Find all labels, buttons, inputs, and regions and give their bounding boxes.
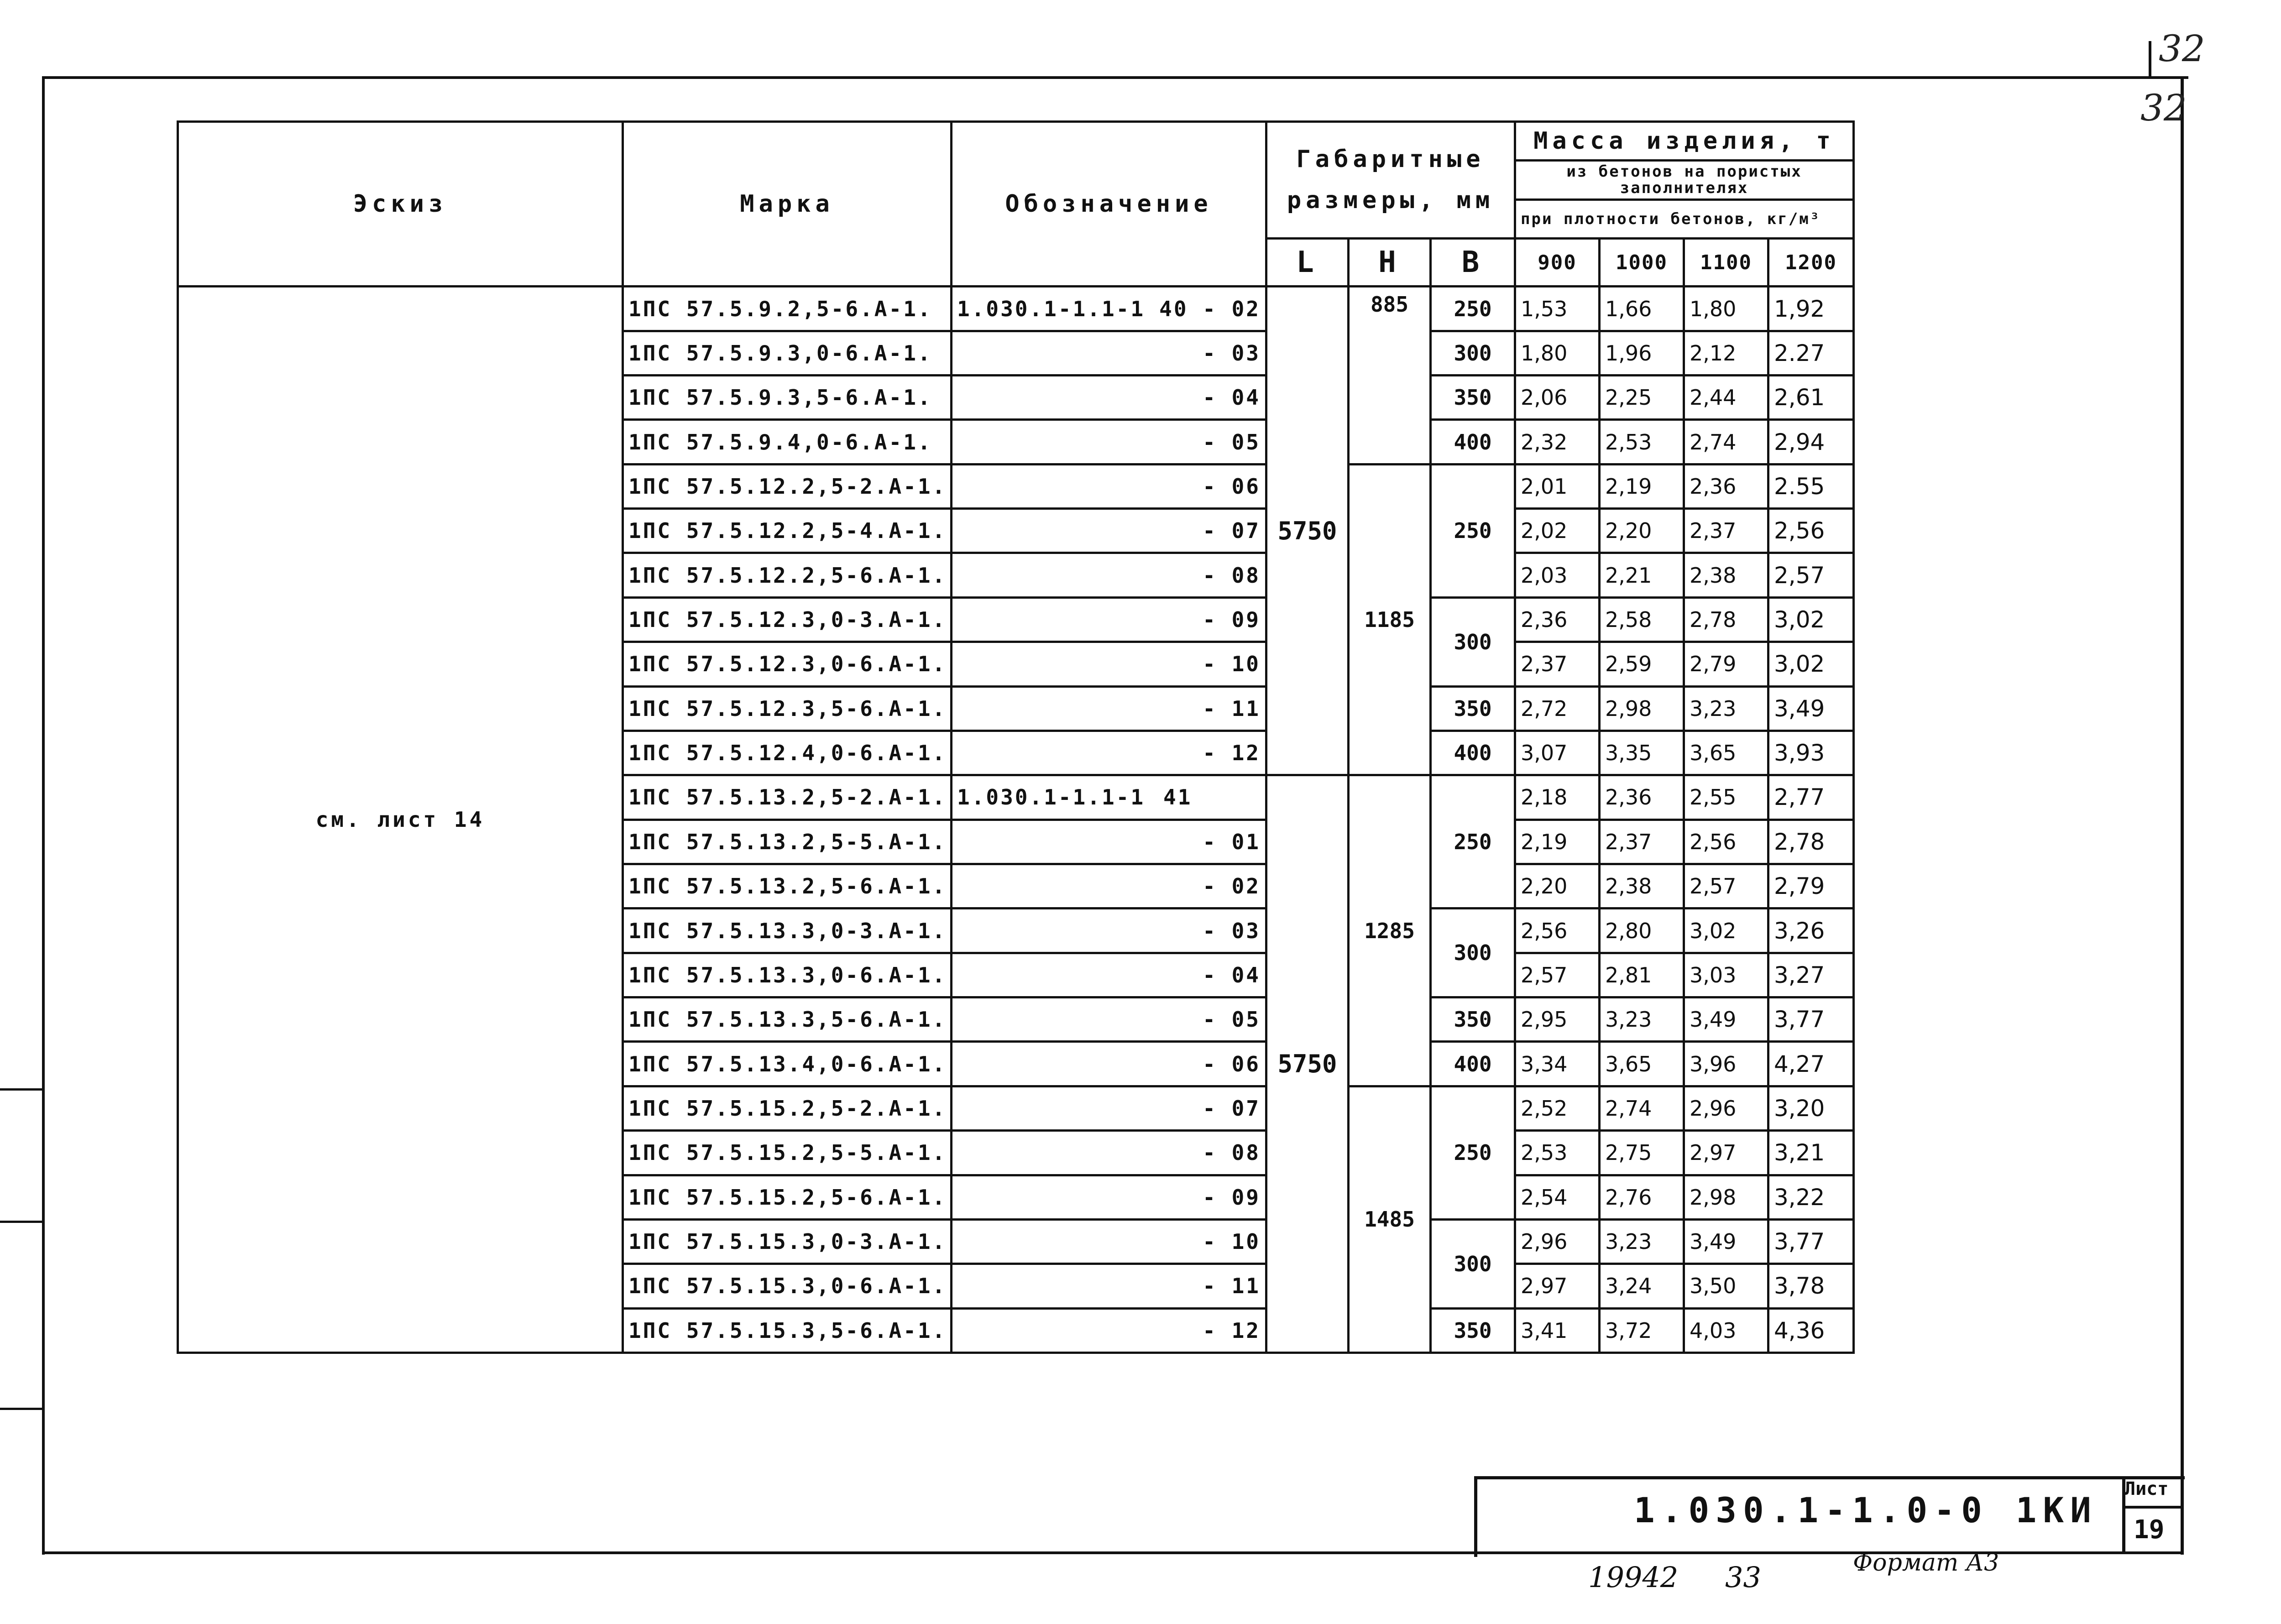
mass-1200-cell: 3,21	[1768, 1131, 1854, 1175]
mass-1100-cell: 2,56	[1684, 820, 1768, 864]
mass-1100-cell: 3,50	[1684, 1264, 1768, 1308]
mass-1000-cell: 3,65	[1600, 1042, 1684, 1086]
mass-900-cell: 2,95	[1515, 997, 1600, 1042]
marka-cell: 1ПС 57.5.12.2,5-4.А-1.	[623, 509, 952, 553]
mass-1100-cell: 2,12	[1684, 331, 1768, 375]
oboznachenie-suffix: - 02	[1203, 874, 1261, 899]
eskiz-reference: см. лист 14	[178, 287, 623, 1353]
oboznachenie-suffix: - 11	[1203, 1274, 1261, 1299]
header-massa: Масса изделия, т	[1515, 122, 1854, 161]
mass-900-cell: 2,03	[1515, 553, 1600, 597]
oboznachenie-suffix: - 03	[1203, 918, 1261, 943]
header-density-1100: 1100	[1684, 238, 1768, 286]
oboznachenie-suffix: - 07	[1203, 1096, 1261, 1121]
oboznachenie-suffix: - 09	[1203, 607, 1261, 632]
mass-1000-cell: 2,37	[1600, 820, 1684, 864]
oboznachenie-suffix: 41	[1163, 785, 1193, 810]
frame-left-line	[42, 76, 45, 1555]
mass-1000-cell: 1,96	[1600, 331, 1684, 375]
mass-1100-cell: 3,02	[1684, 909, 1768, 953]
mass-1000-cell: 2,80	[1600, 909, 1684, 953]
inventory-number: 19942	[1588, 1561, 1679, 1594]
mass-1000-cell: 2,75	[1600, 1131, 1684, 1175]
marka-cell: 1ПС 57.5.15.3,5-6.А-1.	[623, 1308, 952, 1352]
oboznachenie-suffix: - 07	[1203, 518, 1261, 543]
oboznachenie-cell	[952, 997, 1266, 1042]
oboznachenie-suffix: - 05	[1203, 1007, 1261, 1032]
oboznachenie-base: 1.030.1-1.1-1	[957, 296, 1146, 321]
height-H-cell: 1285	[1349, 775, 1431, 1086]
mass-1100-cell: 2,36	[1684, 464, 1768, 508]
header-marka: Марка	[623, 122, 952, 287]
mass-1000-cell: 2,74	[1600, 1086, 1684, 1130]
mass-1200-cell: 3,27	[1768, 953, 1854, 997]
mass-900-cell: 3,34	[1515, 1042, 1600, 1086]
mass-1100-cell: 1,80	[1684, 287, 1768, 331]
oboznachenie-cell	[952, 1131, 1266, 1175]
oboznachenie-cell	[952, 953, 1266, 997]
oboznachenie-cell	[952, 1175, 1266, 1219]
frame-top-line	[43, 76, 2188, 79]
mass-1000-cell: 1,66	[1600, 287, 1684, 331]
frame-corner-mark	[2149, 41, 2151, 78]
mass-1100-cell: 3,23	[1684, 686, 1768, 731]
mass-1200-cell: 2,61	[1768, 376, 1854, 420]
page-number-handwritten: 32	[2140, 87, 2187, 129]
oboznachenie-suffix: - 12	[1203, 741, 1261, 766]
oboznachenie-suffix: - 01	[1203, 829, 1261, 854]
mass-1200-cell: 2,57	[1768, 553, 1854, 597]
mass-1200-cell: 4,36	[1768, 1308, 1854, 1352]
oboznachenie-suffix: - 03	[1203, 340, 1261, 366]
header-eskiz: Эскиз	[178, 122, 623, 287]
mass-900-cell: 2,06	[1515, 376, 1600, 420]
oboznachenie-cell	[952, 642, 1266, 686]
oboznachenie-cell	[952, 775, 1266, 820]
mass-1200-cell: 4,27	[1768, 1042, 1854, 1086]
mass-1200-cell: 2,79	[1768, 864, 1854, 909]
oboznachenie-suffix: - 06	[1203, 474, 1261, 499]
mass-900-cell: 2,01	[1515, 464, 1600, 508]
mass-1000-cell: 2,25	[1600, 376, 1684, 420]
mass-1000-cell: 2,98	[1600, 686, 1684, 731]
oboznachenie-suffix: - 12	[1203, 1318, 1261, 1343]
marka-cell: 1ПС 57.5.9.2,5-6.А-1.	[623, 287, 952, 331]
mass-1200-cell: 3,26	[1768, 909, 1854, 953]
marka-cell: 1ПС 57.5.15.2,5-2.А-1.	[623, 1086, 952, 1130]
mass-900-cell: 1,80	[1515, 331, 1600, 375]
mass-1100-cell: 2,37	[1684, 509, 1768, 553]
marka-cell: 1ПС 57.5.9.3,0-6.А-1.	[623, 331, 952, 375]
width-B-cell: 250	[1431, 775, 1515, 909]
mass-1200-cell: 3,77	[1768, 997, 1854, 1042]
oboznachenie-cell	[952, 686, 1266, 731]
mass-900-cell: 3,41	[1515, 1308, 1600, 1352]
header-massa-sub2: при плотности бетонов, кг/м³	[1515, 199, 1854, 238]
sheet-divider	[2122, 1506, 2182, 1509]
oboznachenie-suffix: - 04	[1203, 385, 1261, 410]
mass-1000-cell: 3,24	[1600, 1264, 1684, 1308]
mass-1200-cell: 3,20	[1768, 1086, 1854, 1130]
oboznachenie-cell	[952, 1086, 1266, 1130]
mass-1200-cell: 3,02	[1768, 597, 1854, 642]
table-row	[178, 287, 1854, 331]
mass-1200-cell: 2.55	[1768, 464, 1854, 508]
mass-900-cell: 2,57	[1515, 953, 1600, 997]
width-B-cell: 300	[1431, 909, 1515, 997]
sheet-label: Лист	[2124, 1478, 2169, 1499]
marka-cell: 1ПС 57.5.9.4,0-6.А-1.	[623, 420, 952, 464]
margin-tick-2	[0, 1221, 43, 1223]
oboznachenie-suffix: - 08	[1203, 1140, 1261, 1165]
document-code: 1.030.1-1.0-0 1КИ	[1634, 1490, 2098, 1530]
oboznachenie-suffix: - 06	[1203, 1051, 1261, 1076]
mass-1100-cell: 2,96	[1684, 1086, 1768, 1130]
mass-1100-cell: 2,79	[1684, 642, 1768, 686]
mass-900-cell: 2,37	[1515, 642, 1600, 686]
mass-1000-cell: 3,72	[1600, 1308, 1684, 1352]
marka-cell: 1ПС 57.5.12.3,0-6.А-1.	[623, 642, 952, 686]
width-B-cell: 400	[1431, 1042, 1515, 1086]
mass-1200-cell: 3,02	[1768, 642, 1854, 686]
oboznachenie-cell	[952, 1264, 1266, 1308]
sheet-number: 19	[2134, 1515, 2165, 1545]
mass-1200-cell: 2.27	[1768, 331, 1854, 375]
mass-1100-cell: 3,96	[1684, 1042, 1768, 1086]
mass-900-cell: 1,53	[1515, 287, 1600, 331]
mass-1100-cell: 2,97	[1684, 1131, 1768, 1175]
header-density-1200: 1200	[1768, 238, 1854, 286]
mass-1000-cell: 3,35	[1600, 731, 1684, 775]
mass-1100-cell: 2,55	[1684, 775, 1768, 820]
oboznachenie-suffix: - 05	[1203, 429, 1261, 454]
oboznachenie-suffix: - 11	[1203, 696, 1261, 721]
oboznachenie-suffix: - 04	[1203, 962, 1261, 987]
marka-cell: 1ПС 57.5.12.2,5-2.А-1.	[623, 464, 952, 508]
header-gabarit: Габаритные размеры, мм	[1266, 122, 1515, 239]
oboznachenie-cell	[952, 464, 1266, 508]
oboznachenie-cell	[952, 509, 1266, 553]
mass-1200-cell: 2,77	[1768, 775, 1854, 820]
width-B-cell: 250	[1431, 1086, 1515, 1219]
mass-1000-cell: 2,21	[1600, 553, 1684, 597]
mass-1000-cell: 2,36	[1600, 775, 1684, 820]
mass-1200-cell: 3,77	[1768, 1219, 1854, 1264]
width-B-cell: 300	[1431, 1219, 1515, 1308]
height-H-cell: 1185	[1349, 464, 1431, 775]
mass-1000-cell: 2,81	[1600, 953, 1684, 997]
oboznachenie-suffix: - 10	[1203, 652, 1261, 677]
mass-900-cell: 2,36	[1515, 597, 1600, 642]
mass-900-cell: 2,52	[1515, 1086, 1600, 1130]
mass-1100-cell: 2,74	[1684, 420, 1768, 464]
mass-900-cell: 2,72	[1515, 686, 1600, 731]
oboznachenie-cell	[952, 553, 1266, 597]
marka-cell: 1ПС 57.5.12.2,5-6.А-1.	[623, 553, 952, 597]
mass-900-cell: 2,96	[1515, 1219, 1600, 1264]
width-B-cell: 350	[1431, 997, 1515, 1042]
margin-tick-3	[0, 1408, 43, 1410]
header-B: В	[1431, 238, 1515, 286]
width-B-cell: 300	[1431, 331, 1515, 375]
mass-1200-cell: 3,78	[1768, 1264, 1854, 1308]
mass-1200-cell: 2,78	[1768, 820, 1854, 864]
mass-1100-cell: 4,03	[1684, 1308, 1768, 1352]
marka-cell: 1ПС 57.5.9.3,5-6.А-1.	[623, 376, 952, 420]
frame-right-line	[2181, 76, 2184, 1555]
oboznachenie-cell	[952, 864, 1266, 909]
mass-1200-cell: 2,94	[1768, 420, 1854, 464]
width-B-cell: 400	[1431, 420, 1515, 464]
height-H-cell: 1485	[1349, 1086, 1431, 1352]
mass-900-cell: 3,07	[1515, 731, 1600, 775]
mass-1100-cell: 3,49	[1684, 997, 1768, 1042]
mass-1200-cell: 2,56	[1768, 509, 1854, 553]
mass-1000-cell: 2,59	[1600, 642, 1684, 686]
mass-1100-cell: 2,44	[1684, 376, 1768, 420]
length-L-cell: 5750	[1266, 775, 1349, 1353]
width-B-cell: 250	[1431, 287, 1515, 331]
marka-cell: 1ПС 57.5.12.3,5-6.А-1.	[623, 686, 952, 731]
height-H-cell: 885	[1349, 287, 1431, 464]
oboznachenie-cell	[952, 597, 1266, 642]
oboznachenie-suffix: - 10	[1203, 1229, 1261, 1254]
spec-table	[177, 120, 1855, 1354]
marka-cell: 1ПС 57.5.15.3,0-3.А-1.	[623, 1219, 952, 1264]
mass-1100-cell: 3,03	[1684, 953, 1768, 997]
mass-1100-cell: 3,65	[1684, 731, 1768, 775]
mass-1100-cell: 2,78	[1684, 597, 1768, 642]
oboznachenie-cell	[952, 420, 1266, 464]
marka-cell: 1ПС 57.5.13.3,0-3.А-1.	[623, 909, 952, 953]
header-density-900: 900	[1515, 238, 1600, 286]
mass-1000-cell: 3,23	[1600, 1219, 1684, 1264]
oboznachenie-suffix: - 09	[1203, 1185, 1261, 1210]
marka-cell: 1ПС 57.5.13.3,5-6.А-1.	[623, 997, 952, 1042]
mass-1200-cell: 1,92	[1768, 287, 1854, 331]
width-B-cell: 350	[1431, 686, 1515, 731]
mass-900-cell: 2,18	[1515, 775, 1600, 820]
mass-1000-cell: 2,53	[1600, 420, 1684, 464]
marka-cell: 1ПС 57.5.12.4,0-6.А-1.	[623, 731, 952, 775]
length-L-cell: 5750	[1266, 287, 1349, 775]
mass-1000-cell: 2,76	[1600, 1175, 1684, 1219]
oboznachenie-cell	[952, 376, 1266, 420]
mass-1100-cell: 2,38	[1684, 553, 1768, 597]
oboznachenie-cell	[952, 909, 1266, 953]
oboznachenie-cell	[952, 287, 1266, 331]
oboznachenie-suffix: 40 - 02	[1159, 296, 1261, 321]
mass-1100-cell: 3,49	[1684, 1219, 1768, 1264]
mass-900-cell: 2,53	[1515, 1131, 1600, 1175]
mass-900-cell: 2,97	[1515, 1264, 1600, 1308]
mass-900-cell: 2,32	[1515, 420, 1600, 464]
mass-1200-cell: 3,49	[1768, 686, 1854, 731]
mass-1000-cell: 2,38	[1600, 864, 1684, 909]
mass-1100-cell: 2,98	[1684, 1175, 1768, 1219]
mass-900-cell: 2,20	[1515, 864, 1600, 909]
margin-tick-1	[0, 1088, 43, 1091]
mass-1100-cell: 2,57	[1684, 864, 1768, 909]
oboznachenie-suffix: - 08	[1203, 563, 1261, 588]
marka-cell: 1ПС 57.5.13.2,5-6.А-1.	[623, 864, 952, 909]
width-B-cell: 400	[1431, 731, 1515, 775]
oboznachenie-cell	[952, 331, 1266, 375]
width-B-cell: 250	[1431, 464, 1515, 597]
format-label: Формат А3	[1853, 1549, 1999, 1577]
header-massa-sub1: из бетонов на пористых заполнителях	[1515, 161, 1854, 199]
marka-cell: 1ПС 57.5.15.2,5-6.А-1.	[623, 1175, 952, 1219]
mass-1200-cell: 3,22	[1768, 1175, 1854, 1219]
header-oboznachenie: Обозначение	[952, 122, 1266, 287]
width-B-cell: 350	[1431, 376, 1515, 420]
mass-900-cell: 2,02	[1515, 509, 1600, 553]
header-density-1000: 1000	[1600, 238, 1684, 286]
oboznachenie-cell	[952, 731, 1266, 775]
mass-1200-cell: 3,93	[1768, 731, 1854, 775]
marka-cell: 1ПС 57.5.15.3,0-6.А-1.	[623, 1264, 952, 1308]
header-L: L	[1266, 238, 1349, 286]
oboznachenie-cell	[952, 820, 1266, 864]
header-H: H	[1349, 238, 1431, 286]
width-B-cell: 350	[1431, 1308, 1515, 1352]
mass-1000-cell: 3,23	[1600, 997, 1684, 1042]
mass-900-cell: 2,54	[1515, 1175, 1600, 1219]
marka-cell: 1ПС 57.5.13.2,5-5.А-1.	[623, 820, 952, 864]
mass-1000-cell: 2,58	[1600, 597, 1684, 642]
marka-cell: 1ПС 57.5.15.2,5-5.А-1.	[623, 1131, 952, 1175]
marka-cell: 1ПС 57.5.13.4,0-6.А-1.	[623, 1042, 952, 1086]
oboznachenie-cell	[952, 1219, 1266, 1264]
marka-cell: 1ПС 57.5.13.2,5-2.А-1.	[623, 775, 952, 820]
page-number-corner: 32	[2159, 27, 2205, 70]
oboznachenie-base: 1.030.1-1.1-1	[957, 785, 1146, 810]
mass-900-cell: 2,56	[1515, 909, 1600, 953]
marka-cell: 1ПС 57.5.12.3,0-3.А-1.	[623, 597, 952, 642]
width-B-cell: 300	[1431, 597, 1515, 686]
mass-1000-cell: 2,20	[1600, 509, 1684, 553]
mass-900-cell: 2,19	[1515, 820, 1600, 864]
marka-cell: 1ПС 57.5.13.3,0-6.А-1.	[623, 953, 952, 997]
inventory-number-2: 33	[1725, 1561, 1761, 1594]
mass-1000-cell: 2,19	[1600, 464, 1684, 508]
oboznachenie-cell	[952, 1042, 1266, 1086]
oboznachenie-cell	[952, 1308, 1266, 1352]
